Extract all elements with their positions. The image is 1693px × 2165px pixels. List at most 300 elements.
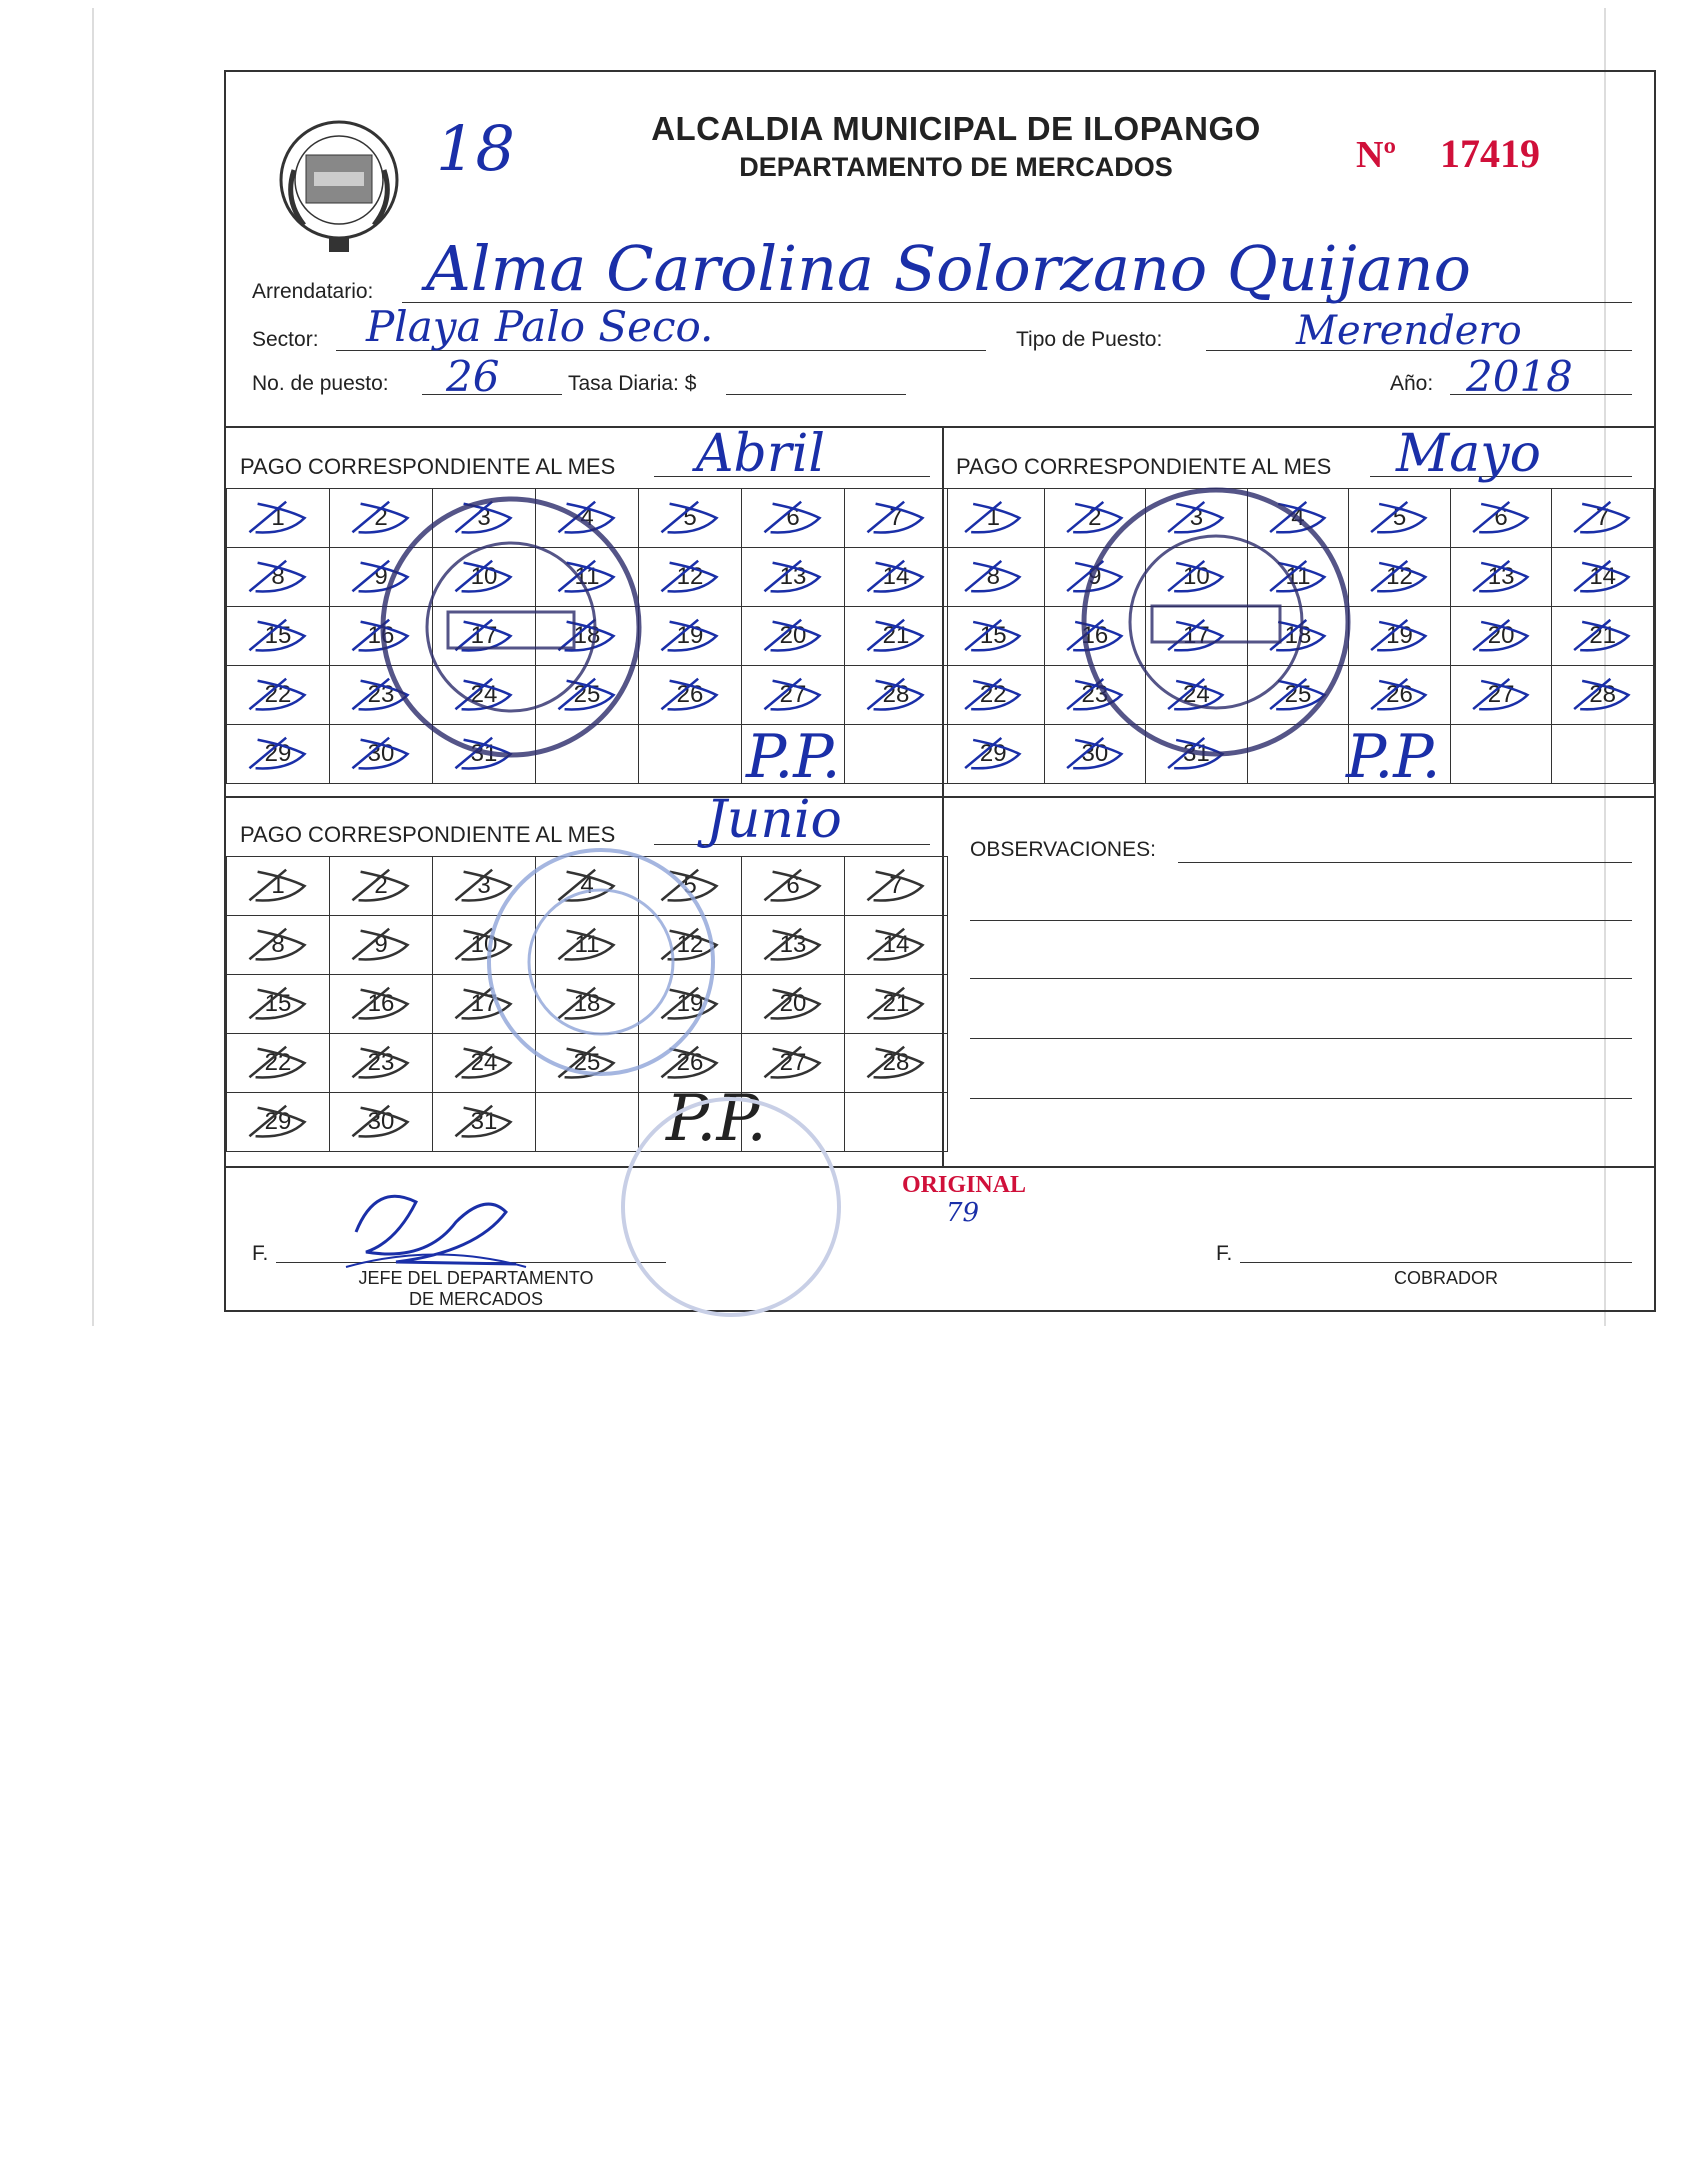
june-day-number: 14 [882,931,910,958]
may-day-cell [1247,548,1349,607]
tipo-puesto-value: Merendero [1296,308,1522,354]
april-day-cell [330,607,433,666]
april-day-cell [227,725,330,784]
june-day-cell [227,1034,330,1093]
jefe-signature-label: F. [252,1242,269,1265]
paid-check-icon [433,1093,535,1151]
paid-check-icon [536,857,638,915]
june-day-number: 31 [470,1108,498,1135]
may-day-number: 6 [1494,504,1508,531]
june-day-number: 23 [367,1049,395,1076]
number-value: 17419 [1440,131,1540,176]
april-day-cell [639,548,742,607]
june-day-number: 26 [676,1049,704,1076]
paid-check-icon [330,725,432,783]
june-day-number: 16 [367,990,395,1017]
june-day-number: 27 [779,1049,807,1076]
june-day-number: 3 [477,872,491,899]
april-day-number: 9 [374,563,388,590]
paid-check-icon [1451,548,1552,606]
april-day-cell [433,489,536,548]
june-calendar [226,856,948,1152]
paid-check-icon [227,725,329,783]
may-day-cell [1552,725,1654,784]
paid-check-icon [433,916,535,974]
june-day-number: 21 [882,990,910,1017]
may-day-cell [1146,725,1248,784]
june-week-row [227,1093,948,1152]
may-day-cell [1450,489,1552,548]
april-day-number: 28 [882,681,910,708]
june-day-cell [742,857,845,916]
jefe-title-line1: JEFE DEL DEPARTAMENTO [358,1268,594,1288]
paid-check-icon [1146,489,1247,547]
paid-check-icon [845,975,947,1033]
april-day-number: 13 [779,563,807,590]
paid-check-icon [433,489,535,547]
june-day-number: 9 [374,931,388,958]
paid-check-icon [1045,548,1146,606]
april-day-number: 21 [882,622,910,649]
may-day-cell [1450,725,1552,784]
jefe-title-line2: DE MERCADOS [408,1289,543,1309]
paid-check-icon [943,607,1044,665]
cobrador-signature-label: F. [1216,1242,1233,1265]
payment-form [224,70,1656,1312]
june-week-row [227,916,948,975]
april-day-cell [536,489,639,548]
april-day-number: 4 [580,504,594,531]
may-day-cell [1552,548,1654,607]
may-day-number: 28 [1589,681,1617,708]
original-note: 79 [946,1198,980,1228]
paid-check-icon [1349,666,1450,724]
june-day-cell [845,1093,948,1152]
paid-check-icon [639,607,741,665]
april-day-number: 5 [683,504,697,531]
june-day-cell [330,1034,433,1093]
may-day-number: 5 [1392,504,1407,531]
april-day-cell [227,548,330,607]
paid-check-icon [433,975,535,1033]
april-day-number: 18 [573,622,601,649]
may-day-cell [1044,666,1146,725]
paid-check-icon [330,975,432,1033]
may-day-number: 16 [1081,622,1109,649]
may-day-number: 24 [1183,681,1210,708]
june-label: PAGO CORRESPONDIENTE AL MES [240,822,616,847]
june-initials: P.P. [666,1082,767,1156]
municipality-title: ALCALDIA MUNICIPAL DE ILOPANGO [651,110,1261,147]
paid-check-icon [639,666,741,724]
june-day-number: 6 [786,872,800,899]
paid-check-icon [943,666,1044,724]
paid-check-icon [1552,666,1653,724]
april-day-number: 6 [786,504,800,531]
april-day-cell [433,607,536,666]
may-day-cell [943,725,1045,784]
may-day-number: 9 [1088,563,1102,590]
june-day-number: 4 [580,872,594,899]
april-day-number: 1 [271,504,285,531]
june-day-cell [330,857,433,916]
paid-check-icon [227,916,329,974]
april-day-cell [227,607,330,666]
june-week-row [227,975,948,1034]
may-day-cell [1146,548,1248,607]
june-day-cell [227,857,330,916]
jefe-title [326,1268,626,1310]
sector-label: Sector: [252,328,319,351]
may-day-number: 23 [1081,681,1109,708]
june-day-cell [845,857,948,916]
number-label: Nº [1356,134,1396,176]
may-day-cell [1247,666,1349,725]
june-day-cell [330,1093,433,1152]
paid-check-icon [742,607,844,665]
may-day-cell [1146,607,1248,666]
paid-check-icon [227,548,329,606]
may-day-cell [1450,548,1552,607]
june-day-cell [639,857,742,916]
april-day-number: 17 [470,622,498,649]
june-day-number: 24 [470,1049,498,1076]
june-day-cell [536,857,639,916]
june-day-number: 5 [683,872,697,899]
may-day-number: 17 [1183,622,1210,649]
april-day-cell [845,725,948,784]
paid-check-icon [536,975,638,1033]
may-day-number: 3 [1189,504,1204,531]
april-day-number: 12 [676,563,704,590]
june-month-value: Junio [706,790,842,850]
arrendatario-label: Arrendatario: [252,280,374,303]
paid-check-icon [845,548,947,606]
june-day-number: 25 [573,1049,601,1076]
june-day-cell [227,975,330,1034]
paid-check-icon [1045,725,1146,783]
april-day-cell [227,489,330,548]
june-day-cell [845,916,948,975]
april-day-number: 14 [882,563,910,590]
cobrador-title: COBRADOR [1393,1268,1498,1288]
paid-check-icon [433,725,535,783]
june-day-number: 8 [271,931,285,958]
april-day-number: 15 [264,622,292,649]
may-day-cell [1044,489,1146,548]
june-day-number: 7 [889,872,903,899]
april-day-number: 22 [264,681,292,708]
may-week-row [943,725,1654,784]
paid-check-icon [1552,489,1653,547]
april-day-cell [536,725,639,784]
june-day-cell [227,1093,330,1152]
paid-check-icon [536,916,638,974]
april-day-number: 29 [264,740,292,767]
may-day-number: 22 [979,681,1007,708]
may-day-cell [1044,725,1146,784]
june-day-cell [536,1093,639,1152]
paid-check-icon [536,666,638,724]
june-day-cell [330,975,433,1034]
april-day-number: 27 [779,681,807,708]
may-day-number: 19 [1386,622,1413,649]
june-day-cell [433,1093,536,1152]
june-day-number: 13 [779,931,807,958]
may-day-cell [1349,489,1451,548]
paid-check-icon [1451,489,1552,547]
april-day-cell [845,666,948,725]
paid-check-icon [1146,666,1247,724]
paid-check-icon [943,489,1044,547]
april-day-number: 7 [889,504,903,531]
june-day-cell [330,916,433,975]
may-day-cell [1552,489,1654,548]
may-day-number: 25 [1284,681,1312,708]
june-day-cell [742,916,845,975]
april-day-cell [639,607,742,666]
april-label: PAGO CORRESPONDIENTE AL MES [240,454,616,479]
tasa-diaria-label: Tasa Diaria: $ [568,372,697,395]
may-day-number: 11 [1285,563,1311,590]
may-day-cell [1349,666,1451,725]
handwritten-number: 18 [436,112,515,185]
paid-check-icon [845,489,947,547]
paid-check-icon [1248,666,1349,724]
paid-check-icon [330,857,432,915]
may-day-number: 27 [1487,681,1515,708]
april-month-value: Abril [696,424,825,484]
paid-check-icon [1248,548,1349,606]
april-day-cell [639,725,742,784]
may-month-value: Mayo [1396,424,1541,484]
april-day-cell [845,607,948,666]
april-initials: P.P. [746,722,841,792]
may-day-cell [1146,666,1248,725]
april-day-number: 19 [676,622,704,649]
original-mark: ORIGINAL [902,1172,1027,1198]
april-day-number: 11 [574,563,600,590]
april-day-cell [742,607,845,666]
form-title [616,110,1296,183]
form-number [1356,130,1540,177]
june-day-number: 15 [264,990,292,1017]
may-week-row [943,607,1654,666]
may-day-cell [943,607,1045,666]
may-day-cell [1044,607,1146,666]
april-day-number: 10 [470,563,498,590]
june-day-cell [536,1034,639,1093]
june-day-number: 18 [573,990,601,1017]
paid-check-icon [330,548,432,606]
may-day-cell [1247,725,1349,784]
april-week-row [227,666,948,725]
may-day-number: 12 [1386,563,1413,590]
april-week-row [227,607,948,666]
paid-check-icon [536,548,638,606]
april-day-cell [330,489,433,548]
paid-check-icon [742,548,844,606]
may-day-number: 26 [1386,681,1413,708]
may-day-number: 2 [1088,504,1102,531]
april-day-cell [639,489,742,548]
paid-check-icon [742,489,844,547]
puesto-label: No. de puesto: [252,372,389,395]
may-day-number: 1 [986,504,1000,531]
june-week-row [227,1034,948,1093]
april-day-cell [330,725,433,784]
department-subtitle: DEPARTAMENTO DE MERCADOS [739,152,1173,182]
april-day-number: 3 [477,504,491,531]
paid-check-icon [845,916,947,974]
april-day-cell [845,489,948,548]
may-day-cell [1146,489,1248,548]
june-day-cell [433,857,536,916]
april-day-cell [227,666,330,725]
paid-check-icon [742,857,844,915]
paid-check-icon [1451,666,1552,724]
may-day-cell [1247,489,1349,548]
april-day-cell [433,725,536,784]
may-day-cell [1349,607,1451,666]
may-day-number: 4 [1291,504,1305,531]
paid-check-icon [1349,607,1450,665]
paid-check-icon [330,1034,432,1092]
paid-check-icon [845,607,947,665]
april-day-cell [433,548,536,607]
may-day-number: 21 [1589,622,1617,649]
april-day-number: 30 [367,740,395,767]
april-week-row [227,489,948,548]
april-day-number: 23 [367,681,395,708]
paid-check-icon [639,548,741,606]
paid-check-icon [227,607,329,665]
paid-check-icon [1146,548,1247,606]
paid-check-icon [330,666,432,724]
may-day-number: 30 [1081,740,1109,767]
may-day-cell [943,548,1045,607]
june-day-number: 22 [264,1049,292,1076]
may-day-number: 29 [979,740,1007,767]
paid-check-icon [330,607,432,665]
paid-check-icon [433,1034,535,1092]
paid-check-icon [330,1093,432,1151]
may-week-row [943,666,1654,725]
april-day-number: 2 [374,504,388,531]
may-day-number: 31 [1183,740,1210,767]
may-calendar [942,488,1654,784]
paid-check-icon [639,916,741,974]
june-week-row [227,857,948,916]
paid-check-icon [433,607,535,665]
june-day-number: 1 [271,872,285,899]
anio-value: 2018 [1466,352,1573,401]
municipal-seal-icon [274,110,404,260]
may-day-cell [943,666,1045,725]
paid-check-icon [536,1034,638,1092]
paid-check-icon [227,1034,329,1092]
april-day-cell [536,607,639,666]
april-day-cell [330,548,433,607]
paid-check-icon [536,489,638,547]
puesto-value: 26 [446,352,500,401]
arrendatario-value: Alma Carolina Solorzano Quijano [426,232,1471,305]
april-day-number: 20 [779,622,807,649]
june-day-cell [742,975,845,1034]
paid-check-icon [639,975,741,1033]
june-day-cell [227,916,330,975]
may-day-number: 14 [1589,563,1617,590]
april-day-cell [742,666,845,725]
june-day-number: 12 [676,931,704,958]
may-day-cell [1450,607,1552,666]
may-day-number: 8 [986,563,1000,590]
paid-check-icon [227,489,329,547]
april-day-number: 26 [676,681,704,708]
april-day-cell [845,548,948,607]
sector-value: Playa Palo Seco. [366,302,714,351]
form-paper [92,8,1617,1326]
may-label: PAGO CORRESPONDIENTE AL MES [956,454,1332,479]
may-day-cell [943,489,1045,548]
june-day-cell [845,975,948,1034]
june-day-cell [433,916,536,975]
observaciones-label: OBSERVACIONES: [970,838,1156,861]
april-day-cell [742,489,845,548]
june-day-cell [845,1034,948,1093]
april-day-number: 31 [470,740,498,767]
tipo-puesto-label: Tipo de Puesto: [1016,328,1163,351]
june-day-number: 10 [470,931,498,958]
paid-check-icon [1552,607,1653,665]
paid-check-icon [1248,607,1349,665]
paid-check-icon [742,666,844,724]
paid-check-icon [330,916,432,974]
april-day-cell [330,666,433,725]
jefe-signature-icon [336,1172,536,1282]
paid-check-icon [433,548,535,606]
june-day-number: 19 [676,990,704,1017]
paid-check-icon [433,666,535,724]
june-day-cell [536,916,639,975]
april-week-row [227,548,948,607]
paid-check-icon [227,975,329,1033]
paid-check-icon [1552,548,1653,606]
june-day-cell [536,975,639,1034]
may-day-cell [1552,607,1654,666]
paid-check-icon [330,489,432,547]
paid-check-icon [1045,489,1146,547]
may-day-number: 15 [979,622,1007,649]
june-day-number: 11 [574,931,600,958]
june-day-number: 29 [264,1108,292,1135]
paid-check-icon [845,857,947,915]
paid-check-icon [639,489,741,547]
paid-check-icon [1349,548,1450,606]
paid-check-icon [227,857,329,915]
paid-check-icon [1146,725,1247,783]
paid-check-icon [1146,607,1247,665]
paid-check-icon [1451,607,1552,665]
may-day-number: 18 [1284,622,1312,649]
paid-check-icon [433,857,535,915]
may-week-row [943,548,1654,607]
may-day-cell [1450,666,1552,725]
paid-check-icon [845,666,947,724]
april-day-cell [742,548,845,607]
paid-check-icon [227,666,329,724]
paid-check-icon [1248,489,1349,547]
